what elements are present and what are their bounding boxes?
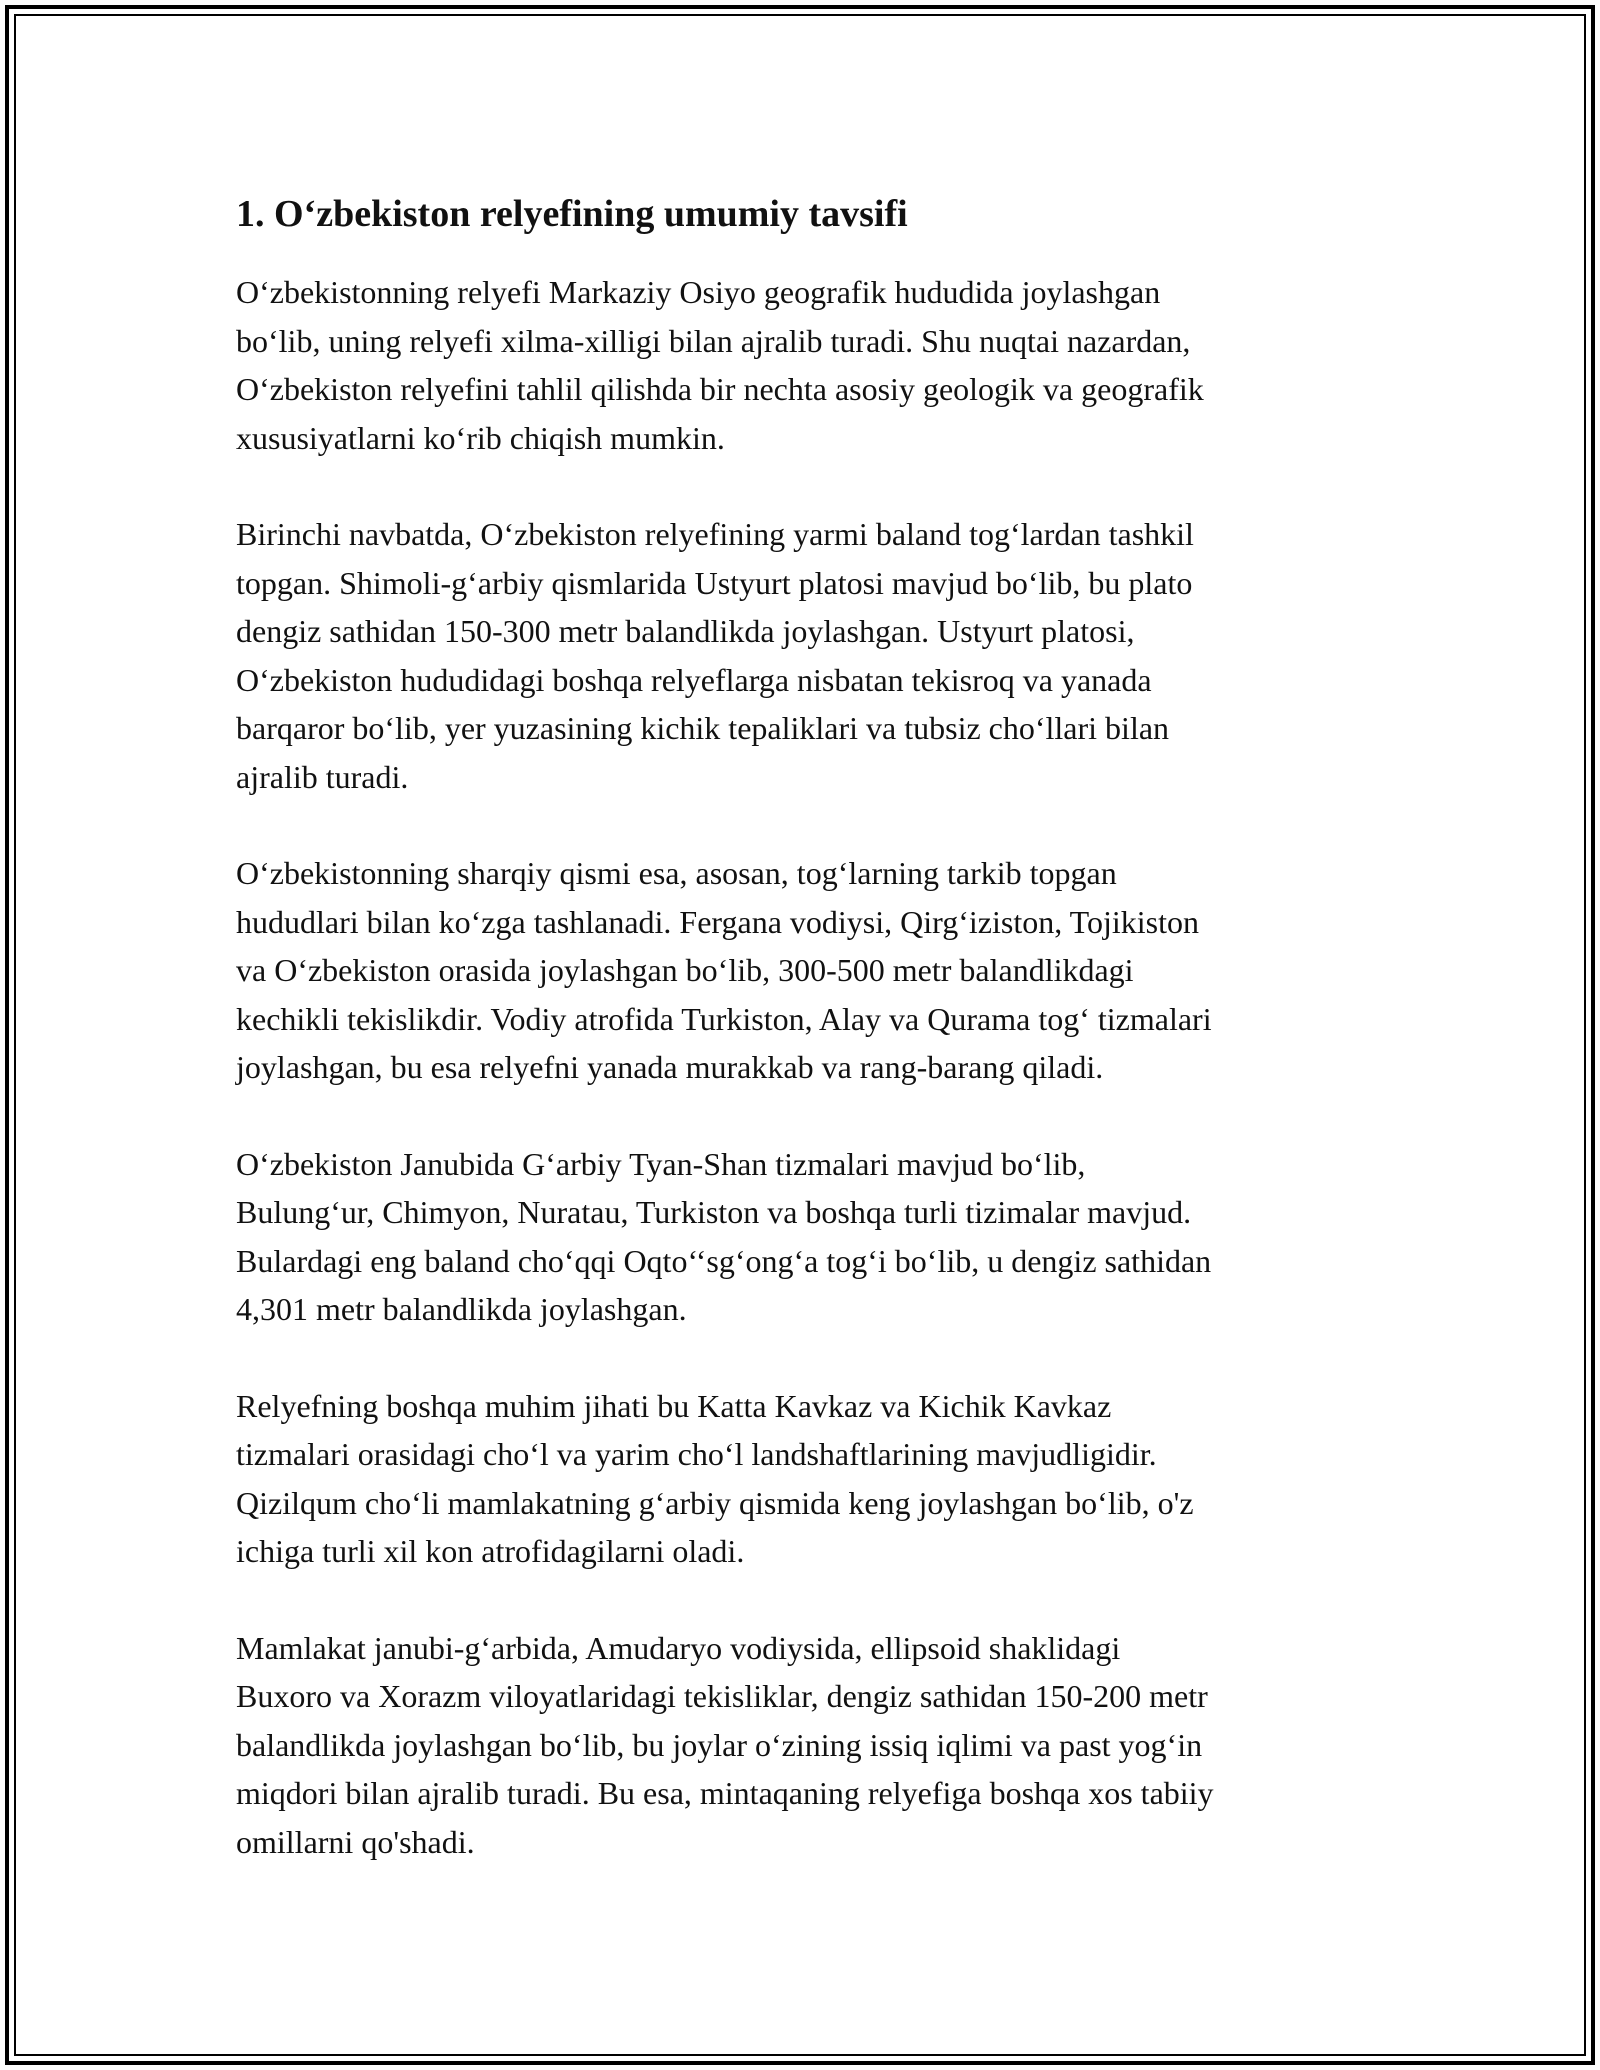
paragraph-line: topgan. Shimoli-g‘arbiy qismlarida Ustyurt platosi mavjud bo‘lib, bu plato — [236, 564, 1193, 601]
paragraph-line: Bulardagi eng baland cho‘qqi Oqto‘‘sg‘ong‘a tog‘i bo‘lib, u dengiz sathidan — [236, 1242, 1212, 1279]
paragraph-line: 4,301 metr balandlikda joylashgan. — [236, 1291, 687, 1327]
paragraph-5 — [236, 1382, 1376, 1576]
paragraph-line: tizmalari orasidagi cho‘l va yarim cho‘l landshaftlarining mavjudligidir. — [236, 1436, 1157, 1472]
paragraph-6 — [236, 1624, 1376, 1867]
paragraph-line: Mamlakat janubi-g‘arbida, Amudaryo vodiysida, ellipsoid shaklidagi — [236, 1629, 1121, 1666]
paragraph-line: Bulung‘ur, Chimyon, Nuratau, Turkiston va boshqa turli tizimalar mavjud. — [236, 1194, 1192, 1230]
paragraph-4 — [236, 1140, 1376, 1334]
paragraph-line: va O‘zbekiston orasida joylashgan bo‘lib, 300-500 metr balandlikdagi — [236, 952, 1134, 988]
paragraph-line: O‘zbekistonning relyefi Markaziy Osiyo geografik hududida joylashgan — [236, 274, 1161, 310]
paragraph-line: joylashgan, bu esa relyefni yanada murakkab va rang-barang qiladi. — [236, 1049, 1104, 1085]
paragraph-line: Birinchi navbatda, O‘zbekiston relyefining yarmi baland tog‘lardan tashkil — [236, 516, 1194, 552]
paragraph-line: bo‘lib, uning relyefi xilma-xilligi bilan ajralib turadi. Shu nuqtai nazardan, — [236, 322, 1191, 359]
paragraph-line: xususiyatlarni ko‘rib chiqish mumkin. — [236, 419, 725, 456]
paragraph-line: O‘zbekiston relyefini tahlil qilishda bir nechta asosiy geologik va geografik — [236, 371, 1204, 407]
paragraph-3 — [236, 849, 1376, 1092]
paragraph-line: hududlari bilan ko‘zga tashlanadi. Fergana vodiysi, Qirg‘iziston, Tojikiston — [236, 903, 1199, 940]
paragraph-2 — [236, 510, 1376, 801]
paragraph-line: miqdori bilan ajralib turadi. Bu esa, mintaqaning relyefiga boshqa xos tabiiy — [236, 1775, 1214, 1811]
paragraph-line: dengiz sathidan 150-300 metr balandlikda joylashgan. Ustyurt platosi, — [236, 613, 1135, 649]
paragraph-1 — [236, 268, 1376, 462]
paragraph-line: ichiga turli xil kon atrofidagilarni oladi. — [236, 1533, 745, 1569]
paragraph-line: O‘zbekistonning sharqiy qismi esa, asosan, tog‘larning tarkib topgan — [236, 855, 1117, 891]
section-heading: 1. O‘zbekiston relyefining umumiy tavsifi — [236, 193, 908, 235]
paragraph-line: kechikli tekislikdir. Vodiy atrofida Turkiston, Alay va Qurama tog‘ tizmalari — [236, 1000, 1212, 1037]
paragraph-line: ajralib turadi. — [236, 758, 409, 795]
document-body — [236, 188, 1376, 1914]
paragraph-line: O‘zbekiston Janubida G‘arbiy Tyan-Shan tizmalari mavjud bo‘lib, — [236, 1145, 1086, 1182]
paragraph-line: balandlikda joylashgan bo‘lib, bu joylar o‘zining issiq iqlimi va past yog‘in — [236, 1726, 1203, 1763]
paragraph-line: omillarni qo'shadi. — [236, 1823, 475, 1860]
paragraph-line: O‘zbekiston hududidagi boshqa relyeflarga nisbatan tekisroq va yanada — [236, 661, 1152, 698]
paragraph-line: Buxoro va Xorazm viloyatlaridagi tekisliklar, dengiz sathidan 150-200 metr — [236, 1678, 1208, 1714]
paragraph-line: Qizilqum cho‘li mamlakatning g‘arbiy qismida keng joylashgan bo‘lib, o'z — [236, 1484, 1194, 1521]
paragraph-line: barqaror bo‘lib, yer yuzasining kichik tepaliklari va tubsiz cho‘llari bilan — [236, 710, 1170, 746]
paragraph-line: Relyefning boshqa muhim jihati bu Katta Kavkaz va Kichik Kavkaz — [236, 1387, 1112, 1424]
